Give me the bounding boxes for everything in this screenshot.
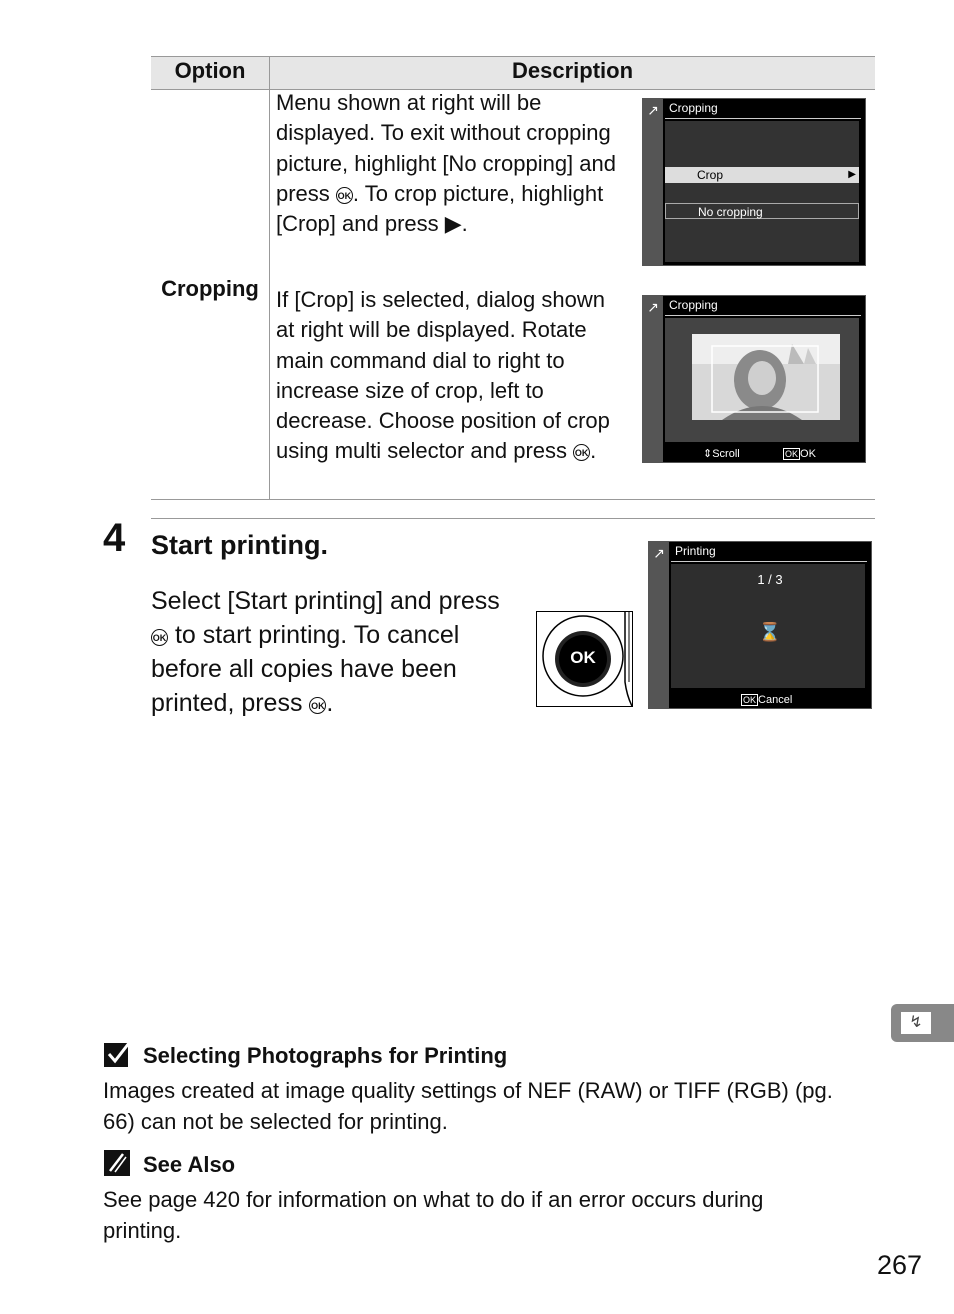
print-progress: 1 / 3 (757, 572, 783, 587)
hourglass-icon: ⌛ (758, 622, 782, 642)
connection-icon: ↯ (901, 1012, 931, 1034)
footer-ok: OK OK (785, 448, 816, 460)
lcd-printing (648, 541, 872, 709)
right-arrow-icon: ▶ (848, 169, 856, 180)
step-body: Select [Start printing] and press OK to start printing. To cancel before all copies have been printed, press OK. (151, 587, 500, 717)
ok-button-icon: OK (573, 444, 590, 461)
menu-item-crop[interactable]: Crop ▶ (665, 167, 859, 183)
ok-button-icon: OK (336, 187, 353, 204)
lcd-crop-dialog (642, 295, 866, 463)
ok-button-illustration (536, 611, 633, 707)
ok-button-icon: OK (151, 629, 168, 646)
page-number: 267 (877, 1250, 923, 1280)
ok-button-icon: OK (309, 697, 326, 714)
note-body-see-also: See page 420 for information on what to do if an error occurs during printing. (103, 1187, 764, 1243)
header-option: Option (174, 58, 246, 83)
table-header (151, 57, 875, 90)
note-title-see-also: See Also (143, 1152, 236, 1177)
ok-key-icon: OK (743, 695, 757, 705)
ok-button-label: OK (570, 648, 596, 667)
photo-preview (692, 334, 840, 420)
right-arrow-icon: ▶ (444, 211, 462, 237)
footer-cancel: OK Cancel (743, 694, 793, 706)
footer-scroll: ⇕Scroll (703, 448, 740, 460)
screen-title: Printing (675, 544, 716, 558)
section-divider (151, 518, 875, 519)
step-title: Start printing. (151, 530, 328, 560)
lcd-cropping-menu (642, 98, 866, 266)
description-paragraph-1: Menu shown at right will be displayed. To exit without cropping picture, highlight [No cropping] and press OK. To crop picture, highlight [Crop] and press ▶. (276, 90, 616, 237)
retouch-icon: ↗ (647, 102, 659, 118)
check-icon (103, 1040, 131, 1068)
header-description: Description (511, 58, 634, 83)
column-divider (269, 57, 270, 499)
description-paragraph-2: If [Crop] is selected, dialog shown at right will be displayed. Rotate main command dial to right to increase size of crop, left to decrease. Choose position of crop using multi selector and press OK. (276, 287, 610, 464)
menu-item-no-cropping[interactable]: No cropping (665, 203, 859, 219)
retouch-icon: ↗ (647, 299, 659, 315)
ok-key-icon: OK (785, 449, 799, 459)
step-number: 4 (103, 516, 126, 560)
table-bottom-rule (151, 499, 875, 500)
print-icon: ↗ (653, 545, 665, 561)
row-label-cropping: Cropping (161, 276, 259, 301)
screen-title: Cropping (669, 298, 718, 312)
section-tab (891, 1004, 954, 1042)
pencil-note-icon (103, 1149, 131, 1177)
note-title-selecting: Selecting Photographs for Printing (143, 1043, 508, 1068)
screen-title: Cropping (669, 101, 718, 115)
note-body-selecting: Images created at image quality settings of NEF (RAW) or TIFF (RGB) (pg. 66) can not be selected for printing. (103, 1078, 833, 1134)
